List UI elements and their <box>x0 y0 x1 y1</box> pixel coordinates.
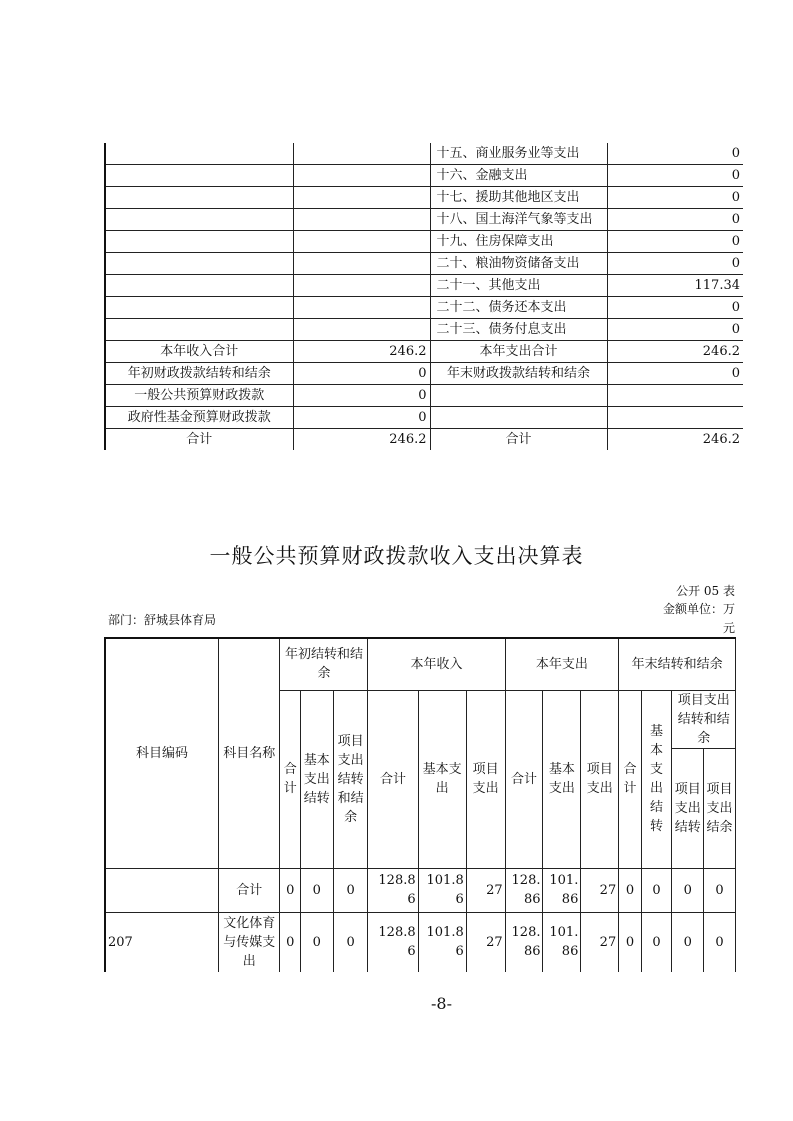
row-expense-value: 0 <box>607 165 743 187</box>
cell: 0 <box>641 868 672 912</box>
header-end-total: 合计 <box>619 690 642 868</box>
general-budget-table <box>104 637 736 972</box>
cell: 27 <box>581 912 619 972</box>
header-expense-project: 项目支出 <box>581 690 619 868</box>
header-expense-total: 合计 <box>505 690 543 868</box>
cell: 0 <box>300 912 333 972</box>
table-row <box>105 341 743 363</box>
cell: 0 <box>641 912 672 972</box>
header-income-total: 合计 <box>368 690 418 868</box>
row-income-label <box>105 297 293 319</box>
row-income-label: 合计 <box>105 429 293 451</box>
table-row <box>105 363 743 385</box>
row-expense-label <box>430 385 607 407</box>
row-income-value: 246.2 <box>293 341 430 363</box>
cell: 128.86 <box>505 868 543 912</box>
row-income-value <box>293 275 430 297</box>
cell: 27 <box>466 868 505 912</box>
income-expense-summary-table <box>104 143 743 450</box>
header-expense-group: 本年支出 <box>505 638 619 690</box>
row-expense-label: 十八、国土海洋气象等支出 <box>430 209 607 231</box>
row-expense-value: 0 <box>607 143 743 165</box>
row-income-value: 246.2 <box>293 429 430 451</box>
amount-unit-line2: 元 <box>722 621 735 635</box>
row-income-value <box>293 165 430 187</box>
row-income-label: 本年收入合计 <box>105 341 293 363</box>
header-name: 科目名称 <box>219 638 280 868</box>
header-income-project: 项目支出 <box>466 690 505 868</box>
page-number: -8- <box>431 994 452 1013</box>
row-income-value <box>293 187 430 209</box>
table-row <box>105 275 743 297</box>
table-row <box>105 209 743 231</box>
header-income-group: 本年收入 <box>368 638 505 690</box>
cell: 27 <box>581 868 619 912</box>
table-row <box>105 868 736 912</box>
cell: 0 <box>280 868 300 912</box>
amount-unit-line1: 金额单位：万 <box>662 602 735 616</box>
cell: 128.86 <box>505 912 543 972</box>
row-expense-label: 合计 <box>430 429 607 451</box>
row-income-label <box>105 319 293 341</box>
row-expense-value <box>607 407 743 429</box>
table-row <box>105 297 743 319</box>
row-income-label <box>105 143 293 165</box>
form-code: 公开 05 表 <box>676 584 735 598</box>
table-row <box>105 429 743 451</box>
table-row <box>105 187 743 209</box>
row-expense-value: 0 <box>607 363 743 385</box>
row-expense-label: 二十二、债务还本支出 <box>430 297 607 319</box>
cell: 0 <box>672 868 704 912</box>
row-income-label <box>105 253 293 275</box>
row-income-label <box>105 187 293 209</box>
header-begin-total: 合计 <box>280 690 300 868</box>
cell: 0 <box>619 912 642 972</box>
cell: 101.86 <box>418 868 466 912</box>
cell: 101.86 <box>543 912 581 972</box>
row-income-value <box>293 209 430 231</box>
row-expense-label: 二十一、其他支出 <box>430 275 607 297</box>
table-row <box>105 912 736 972</box>
row-expense-value: 0 <box>607 297 743 319</box>
cell: 0 <box>619 868 642 912</box>
row-code: 207 <box>105 912 219 972</box>
header-begin-project: 项目支出结转和结余 <box>333 690 368 868</box>
row-expense-value: 0 <box>607 209 743 231</box>
row-expense-value: 246.2 <box>607 341 743 363</box>
row-name: 文化体育与传媒支出 <box>219 912 280 972</box>
cell: 0 <box>280 912 300 972</box>
cell: 128.86 <box>368 868 418 912</box>
row-income-label <box>105 209 293 231</box>
table-row <box>105 253 743 275</box>
row-income-label: 政府性基金预算财政拨款 <box>105 407 293 429</box>
row-income-value <box>293 297 430 319</box>
row-income-value <box>293 319 430 341</box>
row-expense-label: 十五、商业服务业等支出 <box>430 143 607 165</box>
cell: 101.86 <box>543 868 581 912</box>
cell: 0 <box>704 912 736 972</box>
row-income-label: 年初财政拨款结转和结余 <box>105 363 293 385</box>
header-begin-group: 年初结转和结余 <box>280 638 368 690</box>
row-name: 合计 <box>219 868 280 912</box>
header-income-basic: 基本支出 <box>418 690 466 868</box>
row-income-label: 一般公共预算财政拨款 <box>105 385 293 407</box>
cell: 0 <box>300 868 333 912</box>
cell: 128.86 <box>368 912 418 972</box>
header-end-project-carry: 项目支出结转 <box>672 748 704 868</box>
table-row <box>105 165 743 187</box>
row-income-label <box>105 231 293 253</box>
department-label: 部门：舒城县体育局 <box>108 613 217 627</box>
row-expense-label: 十六、金融支出 <box>430 165 607 187</box>
header-end-project-surplus: 项目支出结余 <box>704 748 736 868</box>
row-expense-label: 二十三、债务付息支出 <box>430 319 607 341</box>
row-income-value <box>293 143 430 165</box>
table-row <box>105 143 743 165</box>
row-expense-value <box>607 385 743 407</box>
row-income-label <box>105 275 293 297</box>
table-row <box>105 319 743 341</box>
row-income-value: 0 <box>293 407 430 429</box>
cell: 27 <box>466 912 505 972</box>
table-row <box>105 231 743 253</box>
row-expense-value: 0 <box>607 253 743 275</box>
row-code <box>105 868 219 912</box>
row-income-value: 0 <box>293 363 430 385</box>
row-expense-value: 0 <box>607 319 743 341</box>
header-end-group: 年末结转和结余 <box>619 638 736 690</box>
cell: 0 <box>672 912 704 972</box>
row-expense-label: 十九、住房保障支出 <box>430 231 607 253</box>
row-expense-label: 年末财政拨款结转和结余 <box>430 363 607 385</box>
cell: 0 <box>704 868 736 912</box>
cell: 0 <box>333 912 368 972</box>
header-end-basic: 基本支出结转 <box>641 690 672 868</box>
header-begin-basic: 基本支出结转 <box>300 690 333 868</box>
row-expense-label: 二十、粮油物资储备支出 <box>430 253 607 275</box>
row-expense-label: 本年支出合计 <box>430 341 607 363</box>
header-code: 科目编码 <box>105 638 219 868</box>
row-expense-value: 0 <box>607 187 743 209</box>
row-expense-value: 246.2 <box>607 429 743 451</box>
table-row <box>105 407 743 429</box>
header-expense-basic: 基本支出 <box>543 690 581 868</box>
row-income-value <box>293 253 430 275</box>
row-expense-label <box>430 407 607 429</box>
row-income-label <box>105 165 293 187</box>
cell: 0 <box>333 868 368 912</box>
row-income-value <box>293 231 430 253</box>
row-expense-label: 十七、援助其他地区支出 <box>430 187 607 209</box>
row-expense-value: 117.34 <box>607 275 743 297</box>
row-income-value: 0 <box>293 385 430 407</box>
table-row <box>105 385 743 407</box>
header-end-project-group: 项目支出结转和结余 <box>672 690 736 748</box>
row-expense-value: 0 <box>607 231 743 253</box>
cell: 101.86 <box>418 912 466 972</box>
page-title: 一般公共预算财政拨款收入支出决算表 <box>209 544 584 568</box>
